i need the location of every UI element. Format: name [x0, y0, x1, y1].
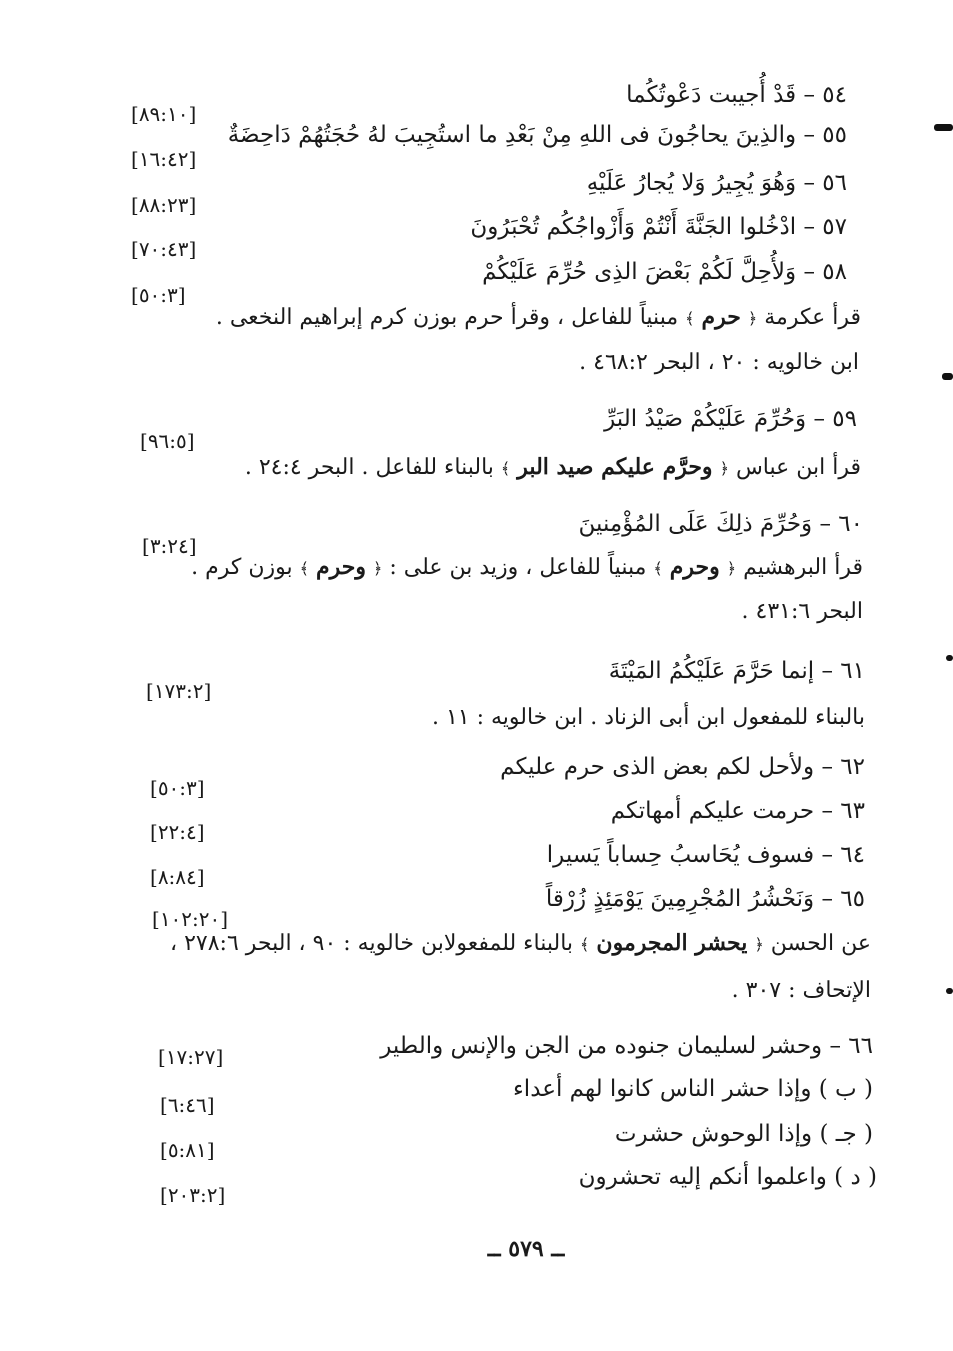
entry-65: ٦٥ – وَنَحْشُرُ المُجْرِمِينَ يَوْمَئِذٍ زُرْقاً: [545, 886, 865, 912]
entry-59: ٥٩ – وَحُرِّمَ عَلَيْكُمْ صَيْدُ البَرِّ: [604, 406, 857, 432]
note-59-reader: قرأ ابن عباس: [735, 455, 861, 480]
reference-55: [١٦:٤٢]: [131, 147, 197, 171]
note-58-rest: مبنياً للفاعل ، وقرأ حرم بوزن كرم إبراهيم النخعى .: [215, 305, 679, 330]
reference-66: [١٧:٢٧]: [158, 1045, 224, 1069]
reference-66c: [٥:٨١]: [160, 1138, 215, 1162]
reference-57: [٧٠:٤٣]: [131, 237, 197, 261]
note-59: [245, 452, 861, 484]
entry-56: ٥٦ – وَهُوَ يُجِيرُ وَلا يُجارُ عَلَيْهِ: [586, 170, 847, 196]
note-58-reader: قرأ عكرمة: [764, 305, 861, 330]
entry-55-text: ٥٥ – والذِينَ يحاجُونَ فى اللهِ مِنْ بَعْدِ ما استُجِيبَ لهُ حُجَتُهُمْ دَاحِضَةٌ: [227, 122, 847, 148]
note-65-reader: عن الحسن: [770, 931, 871, 956]
reference-59: [٩٦:٥]: [140, 429, 195, 453]
entry-57: ٥٧ – ادْخُلوا الجَنَّةَ أَنْتُمْ وَأَزْواجُكُم تُحْبَرُونَ: [470, 214, 847, 240]
note-58: [216, 302, 861, 334]
reference-60: [٣:٢٤]: [142, 534, 197, 558]
note-60-source: البحر ٤٣١:٦ .: [741, 599, 863, 624]
note-60-word-a: وحرم: [669, 554, 720, 580]
reference-63: [٢٢:٤]: [150, 820, 205, 844]
entry-64: ٦٤ – فسوف يُحَاسبُ حِساباً يَسيرا: [546, 842, 865, 868]
ornament-close-icon: ﴾: [580, 935, 590, 954]
margin-mark: [934, 124, 953, 131]
note-65-words: يحشر المجرمون: [596, 930, 748, 956]
note-60: [191, 552, 863, 584]
note-60-rest: بوزن كرم .: [191, 555, 293, 580]
reference-58: [٥٠:٣]: [131, 283, 186, 307]
ornament-open-icon: ﴿: [719, 459, 729, 478]
reference-64: [٨:٨٤]: [150, 865, 205, 889]
entry-58: ٥٨ – وَلأُحِلَّ لَكُمْ بَعْضَ الذِى حُرِّمَ عَلَيْكُمْ: [482, 259, 847, 285]
margin-mark: [942, 373, 953, 380]
entry-66b: ( ب ) وإذا حشر الناس كانوا لهم أعداء: [512, 1076, 873, 1102]
entry-63: ٦٣ – حرمت عليكم أمهاتكم: [610, 798, 865, 824]
reference-61: [١٧٣:٢]: [146, 679, 212, 703]
entry-66c: ( جـ ) وإذا الوحوش حشرت: [614, 1121, 873, 1147]
note-65: [170, 928, 871, 960]
reference-54: [٨٩:١٠]: [131, 102, 197, 126]
entry-55: [228, 120, 847, 150]
ornament-close-icon: ﴾: [500, 459, 511, 478]
note-58-source: ابن خالويه : ٢٠ ، البحر ٤٦٨:٢ .: [579, 350, 859, 375]
entry-66: ٦٦ – وحشر لسليمان جنوده من الجن والإنس والطير: [380, 1033, 873, 1059]
entry-66d: ( د ) واعلموا أنكم إليه تحشرون: [578, 1164, 877, 1190]
margin-mark: [946, 988, 953, 994]
note-65-rest: بالبناء للمفعولابن خالويه : ٩٠ ، البحر ٢٧٨:٦ ،: [169, 931, 574, 956]
ornament-open-icon: ﴿: [747, 309, 758, 328]
note-60-mid: مبنياً للفاعل ، وزيد بن على :: [389, 555, 647, 580]
reference-56: [٨٨:٢٣]: [131, 193, 197, 217]
ornament-open-icon: ﴿: [754, 935, 764, 954]
ornament-open-icon: ﴿: [726, 559, 737, 578]
reference-65: [١٠٢:٢٠]: [152, 907, 229, 931]
entry-60: ٦٠ – وَحُرِّمَ ذلِكَ عَلَى المُؤْمِنينَ: [578, 511, 863, 537]
reference-66b: [٦:٤٦]: [160, 1093, 215, 1117]
ornament-close-icon: ﴾: [299, 559, 309, 578]
note-61: بالبناء للمفعول ابن أبى الزناد . ابن خالويه : ١١ .: [431, 705, 865, 730]
ornament-close-icon: ﴾: [653, 559, 663, 578]
reference-62: [٥٠:٣]: [150, 776, 205, 800]
entry-61: ٦١ – إنما حَرَّمَ عَلَيْكُمُ المَيْتَةَ: [608, 658, 865, 684]
note-58-word: حرم: [701, 304, 741, 330]
ornament-open-icon: ﴿: [372, 559, 383, 578]
page-number: ــ ٥٧٩ ــ: [487, 1236, 565, 1262]
note-59-rest: بالبناء للفاعل . البحر ٢٤:٤ .: [244, 455, 494, 480]
entry-62: ٦٢ – ولأحل لكم بعض الذى حرم عليكم: [500, 754, 865, 780]
note-65-source: الإتحاف : ٣٠٧ .: [731, 978, 871, 1003]
entry-54: ٥٤ – قَدْ أُجيبت دَعْوتُكُما: [626, 82, 847, 108]
note-59-words: وحرَّم عليكم صيد البر: [517, 454, 713, 480]
reference-66d: [٢٠٣:٢]: [160, 1183, 226, 1207]
note-60-word-b: وحرم: [316, 554, 366, 580]
margin-mark: [946, 655, 953, 661]
note-60-reader: قرأ البرهشيم: [743, 555, 863, 580]
ornament-close-icon: ﴾: [685, 309, 695, 328]
